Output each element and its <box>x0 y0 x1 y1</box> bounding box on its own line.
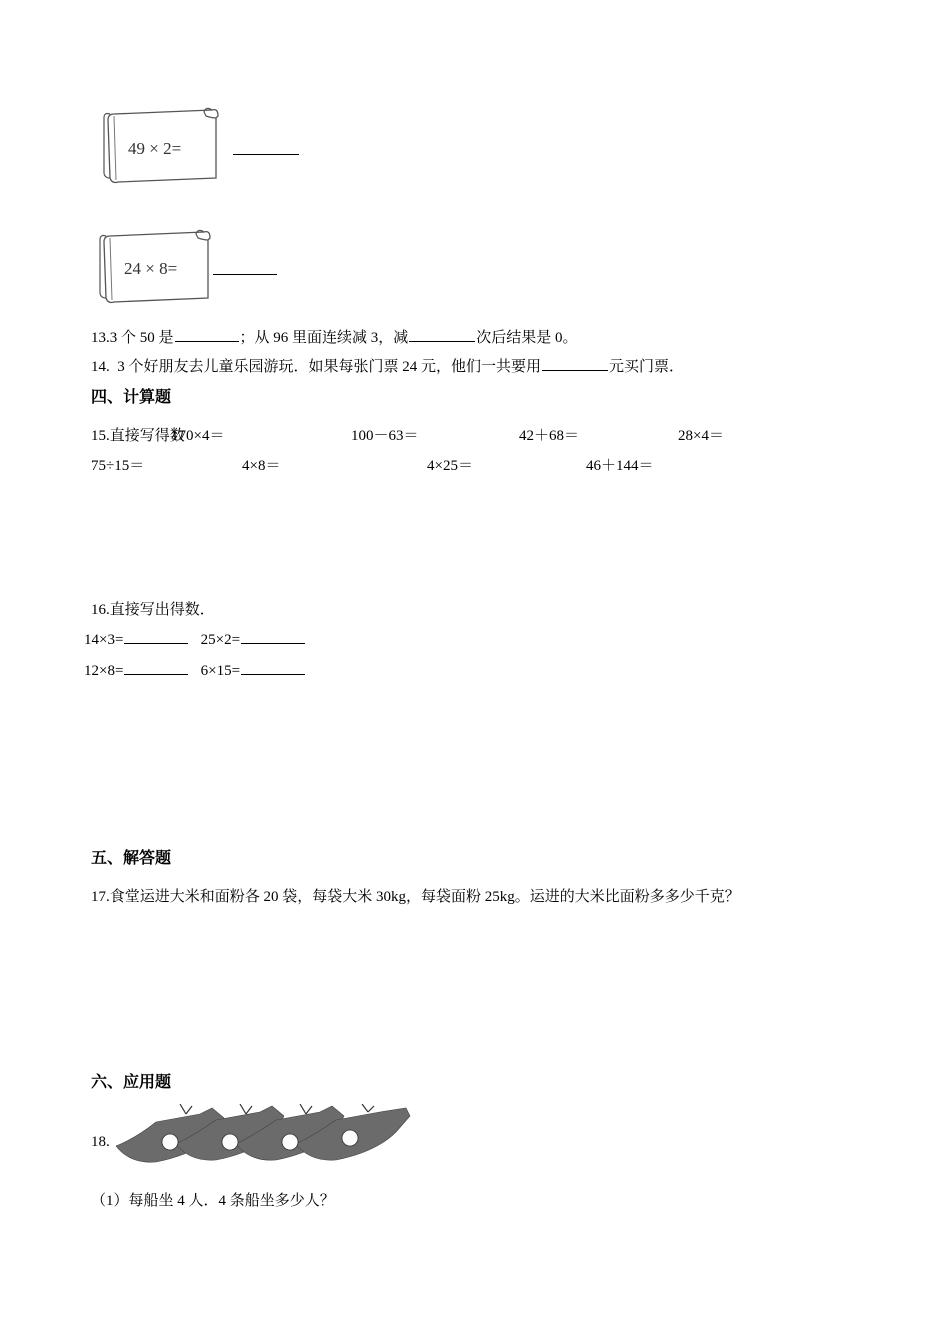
q16-blank-4[interactable] <box>241 660 305 675</box>
q15-item-3: 42＋68＝ <box>519 428 580 444</box>
q13-blank-1[interactable] <box>175 327 239 342</box>
q16-blank-2[interactable] <box>241 629 305 644</box>
section-4-title: 四、计算题 <box>91 387 172 406</box>
q13-part1: 3 个 50 是 <box>109 330 174 346</box>
q18-sub-question-1: （1）每船坐 4 人．4 条船坐多少人？ <box>91 1193 335 1209</box>
q15-item-5: 75÷15＝ <box>91 458 145 474</box>
q14-number: 14. <box>91 359 110 375</box>
q16-row-2 <box>84 660 306 680</box>
q13-part2: ；从 96 里面连续减 3，减 <box>239 330 409 346</box>
q15-item-4: 28×4＝ <box>678 428 724 444</box>
q14-blank[interactable] <box>542 356 608 371</box>
q15-item-6: 4×8＝ <box>242 458 281 474</box>
q16-item-2: 25×2= <box>200 632 241 648</box>
question-17: 17.食堂运进大米和面粉各 20 袋，每袋大米 30kg，每袋面粉 25kg。运进的大米比面粉多多少千克？ <box>91 889 740 905</box>
q15-item-8: 46＋144＝ <box>586 458 654 474</box>
answer-blank-2[interactable] <box>213 274 277 275</box>
q15-item-2: 100－63＝ <box>351 428 419 444</box>
q16-item-3: 12×8= <box>84 663 124 679</box>
q15-label: 15.直接写得数 <box>91 428 185 444</box>
q16-blank-3[interactable] <box>124 660 188 675</box>
q13-blank-2[interactable] <box>409 327 475 342</box>
q14-part2: 元买门票． <box>609 359 685 375</box>
boats-illustration <box>116 1104 412 1177</box>
scroll-expression-1: 49 × 2= <box>128 139 182 158</box>
q16-item-4: 6×15= <box>200 663 241 679</box>
q16-label: 16.直接写出得数． <box>91 602 215 618</box>
q16-row-1 <box>84 629 306 649</box>
q18-label: 18. <box>91 1134 110 1150</box>
scroll-card-2 <box>96 226 214 306</box>
q15-item-1: 170×4＝ <box>171 428 225 444</box>
section-5-title: 五、解答题 <box>91 848 172 867</box>
q13-number: 13. <box>91 330 110 346</box>
q16-item-1: 14×3= <box>84 632 124 648</box>
q13-part3: 次后结果是 0。 <box>476 330 578 346</box>
q14-part1: 3 个好朋友去儿童乐园游玩．如果每张门票 24 元，他们一共要用 <box>117 359 542 375</box>
answer-blank-1[interactable] <box>233 154 299 155</box>
question-13 <box>91 326 578 347</box>
question-14 <box>91 355 684 376</box>
scroll-expression-2: 24 × 8= <box>124 259 178 278</box>
q15-item-7: 4×25＝ <box>427 458 473 474</box>
section-6-title: 六、应用题 <box>91 1072 172 1091</box>
scroll-card-1 <box>100 104 222 186</box>
q16-blank-1[interactable] <box>124 629 188 644</box>
